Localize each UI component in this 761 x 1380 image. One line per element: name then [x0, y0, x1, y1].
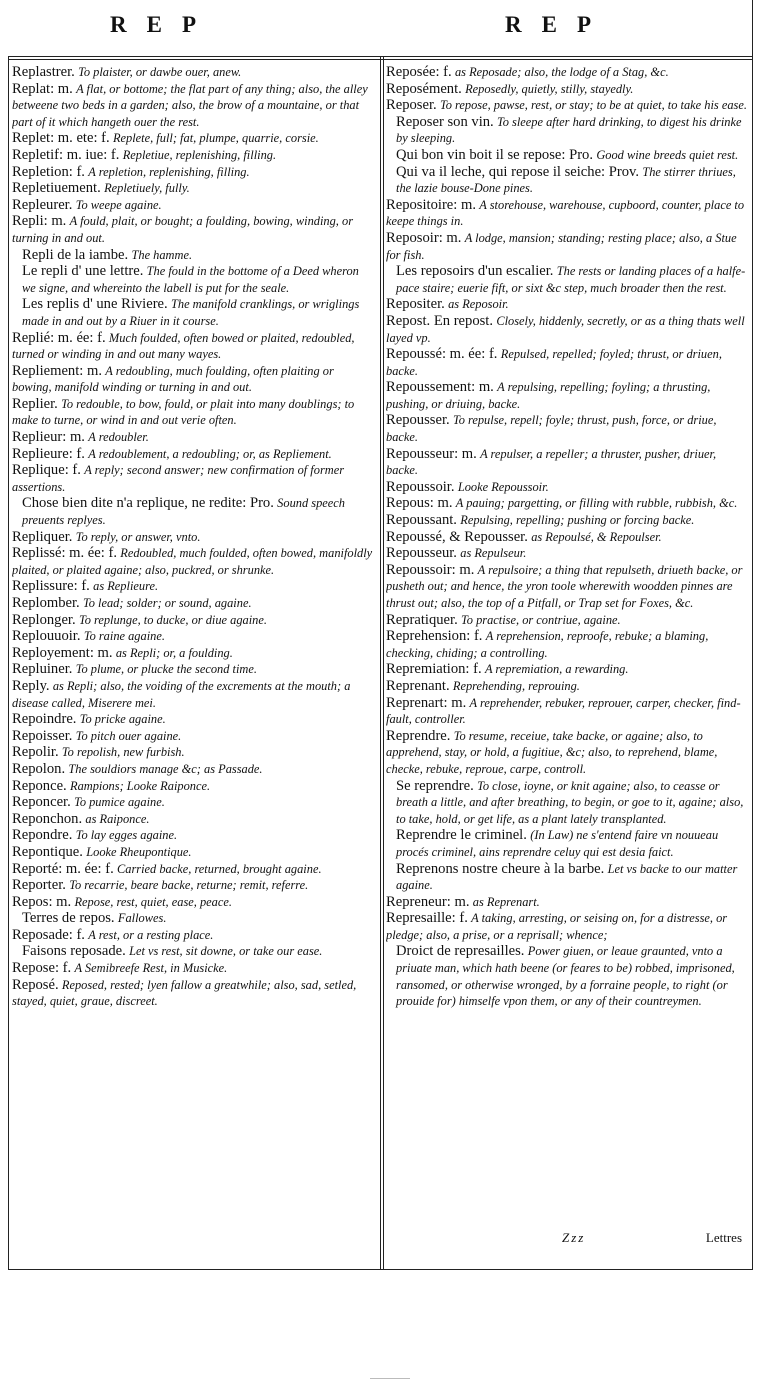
definition: as Replieure. [93, 579, 159, 594]
dictionary-entry [12, 910, 375, 927]
definition: A repulsoire; a thing that repulseth, driueth backe, or pusheth out; and hence, the yron toole wherewith woodden pinnes are thrust out; also, the top of a Pitfall, or Trap set for Foxes, &c. [386, 562, 743, 610]
dictionary-entry [386, 379, 748, 412]
definition: (In Law) ne s'entend faire vn nouueau procés criminel, ains reprendre celuy qui est desia faict. [396, 828, 719, 859]
headword: Repreneur: m. [386, 893, 470, 910]
dictionary-entry [12, 147, 375, 164]
headword: Reprenart: m. [386, 694, 467, 711]
dictionary-entry [12, 894, 375, 911]
definition: To sleepe after hard drinking, to digest his drinke by sleeping. [396, 114, 742, 146]
headword: Replomber. [12, 595, 80, 611]
definition: A reprehension, reproofe, rebuke; a blaming, checking, chiding; a controlling. [386, 629, 709, 660]
dictionary-entry [386, 263, 748, 296]
definition: Rampions; Looke Raiponce. [70, 778, 211, 793]
dictionary-entry [386, 114, 748, 147]
definition: A reply; second answer; new confirmation of former assertions. [12, 463, 345, 494]
dictionary-entry [12, 711, 375, 728]
definition: To replunge, to ducke, or diue againe. [78, 612, 267, 627]
headword: Repletion: f. [12, 163, 85, 180]
headword: Repoussoir. [386, 478, 455, 495]
definition: A repulser, a repeller; a thruster, pusher, driuer, backe. [386, 446, 717, 478]
headword: Repoindre. [12, 711, 77, 728]
dictionary-entry [12, 578, 375, 595]
headword: Reprenant. [386, 677, 450, 694]
headword: Replier. [12, 395, 58, 412]
headword: Repontique. [12, 843, 83, 860]
dictionary-entry [12, 164, 375, 181]
dictionary-entry [12, 645, 375, 662]
definition: To plaister, or dawbe ouer, anew. [78, 65, 242, 79]
dictionary-entry [386, 943, 748, 1009]
definition: To recarrie, beare backe, returne; remit, referre. [69, 878, 309, 893]
headword: Repondre. [12, 827, 73, 844]
frame-left-rule [8, 56, 9, 1270]
dictionary-entry [12, 429, 375, 446]
column-divider-2 [383, 56, 384, 1270]
headword: Les reposoirs d'un escalier. [396, 263, 554, 280]
dictionary-entry [12, 81, 375, 131]
signature-mark: Zzz [562, 1230, 586, 1245]
definition: To plume, or plucke the second time. [75, 662, 257, 677]
headword: Repoussoir: m. [386, 561, 475, 578]
dictionary-entry [12, 330, 375, 363]
catchword: Lettres [705, 1230, 742, 1245]
headword: Repremiation: f. [386, 661, 482, 678]
dictionary-entry [12, 545, 375, 578]
headword: Reprendre. [386, 727, 451, 744]
headword: Repolon. [12, 760, 66, 777]
dictionary-entry [12, 296, 375, 329]
headword: Repletiuement. [12, 180, 101, 197]
headword: Repli de la iambe. [22, 246, 129, 263]
dictionary-entry [386, 612, 748, 629]
definition: as Repulseur. [460, 546, 527, 561]
dictionary-entry [386, 296, 748, 313]
definition: as Reprenart. [472, 894, 540, 909]
headword: Reprehension: f. [386, 628, 483, 645]
definition: To pitch ouer againe. [75, 728, 182, 743]
headword: Terres de repos. [22, 910, 115, 927]
headword: Repousseur: m. [386, 445, 477, 462]
running-head-right: REP [505, 12, 611, 37]
dictionary-entry [12, 960, 375, 977]
dictionary-entry [386, 695, 748, 728]
headword: Represaille: f. [386, 910, 468, 927]
dictionary-entry [12, 977, 375, 1010]
dictionary-entry [12, 64, 375, 81]
dictionary-entry [12, 628, 375, 645]
definition: A redoubling, much foulding, often plaiting or bowing, manifold winding or turning in and out. [12, 363, 334, 395]
headword: Reponchon. [12, 810, 83, 827]
definition: Reposed, rested; lyen fallow a greatwhile; also, sad, setled, stayed, quiet, graue, discreet. [12, 977, 357, 1009]
headword: Repliquer. [12, 528, 73, 545]
dictionary-entry [12, 778, 375, 795]
headword: Droict de represailles. [396, 943, 525, 960]
dictionary-entry [386, 346, 748, 379]
dictionary-entry [12, 811, 375, 828]
headword: Repliement: m. [12, 362, 102, 379]
definition: The souldiors manage &c; as Passade. [68, 761, 263, 776]
headword: Reposer son vin. [396, 113, 494, 130]
definition: The stirrer thriues, the lazie bouse-Done pines. [396, 164, 736, 196]
definition: A reprehender, rebuker, reprouer, carper, checker, find-fault, controller. [386, 695, 741, 727]
headword: Repoussant. [386, 512, 457, 529]
headword: Repolir. [12, 744, 59, 761]
dictionary-entry [386, 446, 748, 479]
definition: as Repoulsé, & Repoulser. [531, 529, 662, 544]
dictionary-entry [386, 894, 748, 911]
definition: Reprehending, reprouing. [452, 678, 580, 693]
headword: Repous: m. [386, 495, 453, 512]
headword: Reposoir: m. [386, 229, 462, 246]
dictionary-entry [12, 462, 375, 495]
headword: Replouuoir. [12, 628, 81, 645]
headword: Reposer. [386, 97, 437, 114]
dictionary-entry [12, 396, 375, 429]
dictionary-entry [386, 412, 748, 445]
dictionary-entry [386, 678, 748, 695]
definition: Let vs backe to our matter againe. [396, 861, 738, 893]
definition: A Semibreefe Rest, in Musicke. [74, 961, 228, 976]
running-head-left: REP [110, 12, 216, 37]
dictionary-entry [12, 661, 375, 678]
headword: Replonger. [12, 611, 76, 628]
dictionary-entry [12, 529, 375, 546]
headword: Reply. [12, 677, 50, 694]
headword: Repost. En repost. [386, 312, 494, 329]
dictionary-entry [386, 164, 748, 197]
headword: Repoussé: m. ée: f. [386, 346, 498, 363]
dictionary-entry [12, 827, 375, 844]
dictionary-entry [12, 363, 375, 396]
dictionary-entry [386, 529, 748, 546]
dictionary-entry [12, 877, 375, 894]
headword: Reployement: m. [12, 644, 113, 661]
definition: A repremiation, a rewarding. [484, 662, 629, 677]
headword: Reposé. [12, 976, 59, 993]
headword: Replissé: m. ée: f. [12, 545, 117, 562]
dictionary-entry [12, 744, 375, 761]
definition: Reposedly, quietly, stilly, stayedly. [465, 81, 634, 96]
headword: Repratiquer. [386, 611, 458, 628]
definition: To raine againe. [83, 629, 165, 644]
definition: Repose, rest, quiet, ease, peace. [74, 894, 232, 909]
headword: Repose: f. [12, 960, 72, 977]
headword: Replique: f. [12, 462, 81, 479]
headword: Qui va il leche, qui repose il seiche: Prov. [396, 163, 640, 180]
headword: Repositoire: m. [386, 196, 476, 213]
definition: To resume, receiue, take backe, or againe; also, to apprehend, stay, or hold, a fugitiue, &c; also, to reprehend, blame, checke, rebuke, reproue, carpe, controll. [386, 728, 718, 776]
definition: To lead; solder; or sound, againe. [83, 596, 252, 610]
dictionary-entry [386, 778, 748, 828]
definition: A redoublement, a redoubling; or, as Repliement. [88, 446, 332, 461]
headword: Faisons reposade. [22, 943, 126, 960]
headword: Reposée: f. [386, 64, 452, 80]
definition: A lodge, mansion; standing; resting place; also, a Stue for fish. [386, 230, 737, 262]
definition: To pumice againe. [74, 795, 165, 810]
definition: Much foulded, often bowed or plaited, redoubled, turned or winding in and out many wayes. [12, 330, 355, 362]
dictionary-entry [386, 313, 748, 346]
dictionary-entry [386, 861, 748, 894]
definition: A taking, arresting, or seising on, for a distresse, or pledge; also, a prise, or a reprisall; whence; [386, 911, 728, 942]
definition: To redouble, to bow, fould, or plait into many doublings; to make to turne, or wind in and out verie often. [12, 396, 355, 428]
headword: Replissure: f. [12, 578, 90, 595]
dictionary-entry [12, 495, 375, 528]
headword: Reposément. [386, 80, 462, 97]
definition: The fould in the bottome of a Deed wheron we signe, and whereinto the labell is put for the seale. [22, 264, 359, 295]
definition: A fould, plait, or bought; a foulding, bowing, winding, or turning in and out. [12, 214, 354, 245]
headword: Replieure: f. [12, 445, 85, 462]
dictionary-entry [12, 197, 375, 214]
definition: To reply, or answer, vnto. [75, 529, 201, 544]
definition: Repletiuely, fully. [104, 181, 190, 196]
dictionary-entry [386, 728, 748, 778]
definition: A redoubler. [88, 430, 149, 445]
headword: Chose bien dite n'a replique, ne redite: Pro. [22, 495, 274, 512]
dictionary-entry [12, 927, 375, 944]
dictionary-entry [386, 479, 748, 496]
headword: Qui bon vin boit il se repose: Pro. [396, 146, 594, 163]
page-footer [386, 1230, 748, 1248]
dictionary-entry [12, 943, 375, 960]
headword: Reporté: m. ée: f. [12, 860, 114, 877]
dictionary-entry [12, 861, 375, 878]
definition: Repletiue, replenishing, filling. [122, 147, 277, 162]
definition: Let vs rest, sit downe, or take our ease. [129, 944, 323, 959]
definition: A repletion, replenishing, filling. [88, 164, 250, 179]
definition: Sound speech preuents replyes. [22, 496, 345, 528]
definition: A storehouse, warehouse, cupboord, counter, place to keepe things in. [386, 197, 745, 229]
headword: Repluiner. [12, 661, 73, 678]
dictionary-entry [386, 545, 748, 562]
dictionary-entry [12, 794, 375, 811]
dictionary-entry [386, 661, 748, 678]
dictionary-entry [12, 446, 375, 463]
definition: Power giuen, or leaue graunted, vnto a priuate man, which hath beene (or feares to be) robbed, imprisoned, ransomed, or otherwise wronged, by a forraine people, to right (or prouide for) himselfe vpon them, or any of their countreymen. [396, 944, 735, 1009]
dictionary-entry [12, 263, 375, 296]
headword: Reprenons nostre cheure à la barbe. [396, 860, 605, 877]
definition: Replete, full; fat, plumpe, quarrie, corsie. [112, 131, 319, 146]
dictionary-entry [12, 612, 375, 629]
scan-mark [370, 1378, 410, 1379]
dictionary-entry [12, 247, 375, 264]
dictionary-entry [386, 512, 748, 529]
headword: Replastrer. [12, 64, 75, 80]
left-column [12, 64, 375, 1264]
definition: Looke Repoussoir. [457, 479, 549, 494]
headword: Repoussé, & Repousser. [386, 528, 528, 545]
frame-bottom-rule [8, 1269, 753, 1270]
headword: Reposade: f. [12, 926, 85, 943]
definition: Looke Rheupontique. [86, 844, 192, 859]
dictionary-entry [386, 910, 748, 943]
definition: Repulsed, repelled; foyled; thrust, or driuen, backe. [386, 347, 722, 378]
headword: Reponce. [12, 777, 67, 794]
definition: To repolish, new furbish. [61, 745, 185, 760]
definition: Good wine breeds quiet rest. [596, 147, 739, 162]
headword: Repos: m. [12, 893, 72, 910]
definition: To repulse, repell; foyle; thrust, push, force, or driue, backe. [386, 413, 717, 445]
headword: Replié: m. ée: f. [12, 329, 106, 346]
definition: The rests or landing places of a halfe-pace staire; euerie fift, or sixt &c step, much broader then the rest. [396, 264, 746, 295]
definition: The hamme. [131, 247, 193, 262]
definition: as Repli; also, the voiding of the excrements at the mouth; a disease called, Miserere mei. [12, 678, 351, 710]
definition: Carried backe, returned, brought againe. [117, 861, 322, 876]
headword: Repoussement: m. [386, 379, 494, 396]
headword: Replat: m. [12, 80, 73, 97]
headword: Repleurer. [12, 196, 73, 213]
dictionary-entry [386, 147, 748, 164]
right-column [386, 64, 748, 1226]
dictionary-entry [386, 97, 748, 114]
headword: Se reprendre. [396, 777, 474, 794]
definition: A flat, or bottome; the flat part of any thing; also, the alley betweene two beds in a garden; also, the brow of a mountaine, or that part of it which hangeth ouer the rest. [12, 81, 368, 129]
headword: Repli: m. [12, 213, 67, 230]
dictionary-entry [12, 213, 375, 246]
definition: To practise, or contriue, againe. [461, 612, 621, 627]
definition: as Reposade; also, the lodge of a Stag, &c. [454, 65, 669, 79]
headword: Les replis d' une Riviere. [22, 296, 168, 313]
definition: The manifold cranklings, or wriglings made in and out by a Riuer in it course. [22, 297, 360, 328]
definition: To weepe againe. [75, 197, 162, 212]
definition: Repulsing, repelling; pushing or forcing backe. [460, 513, 695, 528]
headword: Repositer. [386, 296, 445, 313]
definition: as Reposoir. [448, 297, 509, 312]
definition: as Raiponce. [85, 811, 150, 826]
definition: A repulsing, repelling; foyling; a thrusting, pushing, or driuing, backe. [386, 380, 711, 411]
headword: Reprendre le criminel. [396, 827, 527, 844]
headword: Replieur: m. [12, 429, 85, 446]
headword: Reporter. [12, 877, 66, 894]
dictionary-entry [12, 180, 375, 197]
frame-right-rule [752, 0, 753, 1270]
definition: as Repli; or, a foulding. [115, 645, 233, 660]
definition: To close, ioyne, or knit againe; also, to ceasse or breath a little, and after breathing, to begin, or goe to it, againe; also, to take, hold, or get life, as a plant lately transplanted. [396, 778, 744, 826]
dictionary-entry [386, 495, 748, 512]
dictionary-entry [12, 761, 375, 778]
dictionary-entry [386, 230, 748, 263]
definition: A rest, or a resting place. [88, 927, 214, 942]
definition: To pricke againe. [79, 712, 166, 727]
definition: A pauing; pargetting, or filling with rubble, rubbish, &c. [455, 496, 738, 511]
headword: Reponcer. [12, 794, 71, 811]
headword: Repousseur. [386, 545, 457, 562]
dictionary-entry [386, 64, 748, 81]
definition: Closely, hiddenly, secretly, or as a thing thats well layed vp. [386, 313, 745, 345]
headword: Repletif: m. iue: f. [12, 146, 120, 163]
definition: Fallowes. [117, 911, 167, 926]
dictionary-entry [12, 678, 375, 711]
definition: To repose, pawse, rest, or stay; to be at quiet, to take his ease. [439, 98, 747, 113]
headword: Repoisser. [12, 727, 73, 744]
dictionary-entry [12, 728, 375, 745]
definition: To lay egges againe. [75, 828, 178, 843]
headword: Repousser. [386, 412, 450, 429]
dictionary-entry [386, 197, 748, 230]
dictionary-entry [12, 844, 375, 861]
headword: Replet: m. ete: f. [12, 130, 110, 147]
dictionary-entry [386, 81, 748, 98]
definition: Redoubled, much foulded, often bowed, manifoldly plaited, or plaited againe; also, puckred, or shrunke. [12, 546, 373, 577]
headword: Le repli d' une lettre. [22, 263, 144, 280]
dictionary-entry [386, 827, 748, 860]
dictionary-entry [386, 628, 748, 661]
dictionary-entry [386, 562, 748, 612]
dictionary-entry [12, 595, 375, 612]
dictionary-entry [12, 130, 375, 147]
column-divider [380, 56, 381, 1270]
